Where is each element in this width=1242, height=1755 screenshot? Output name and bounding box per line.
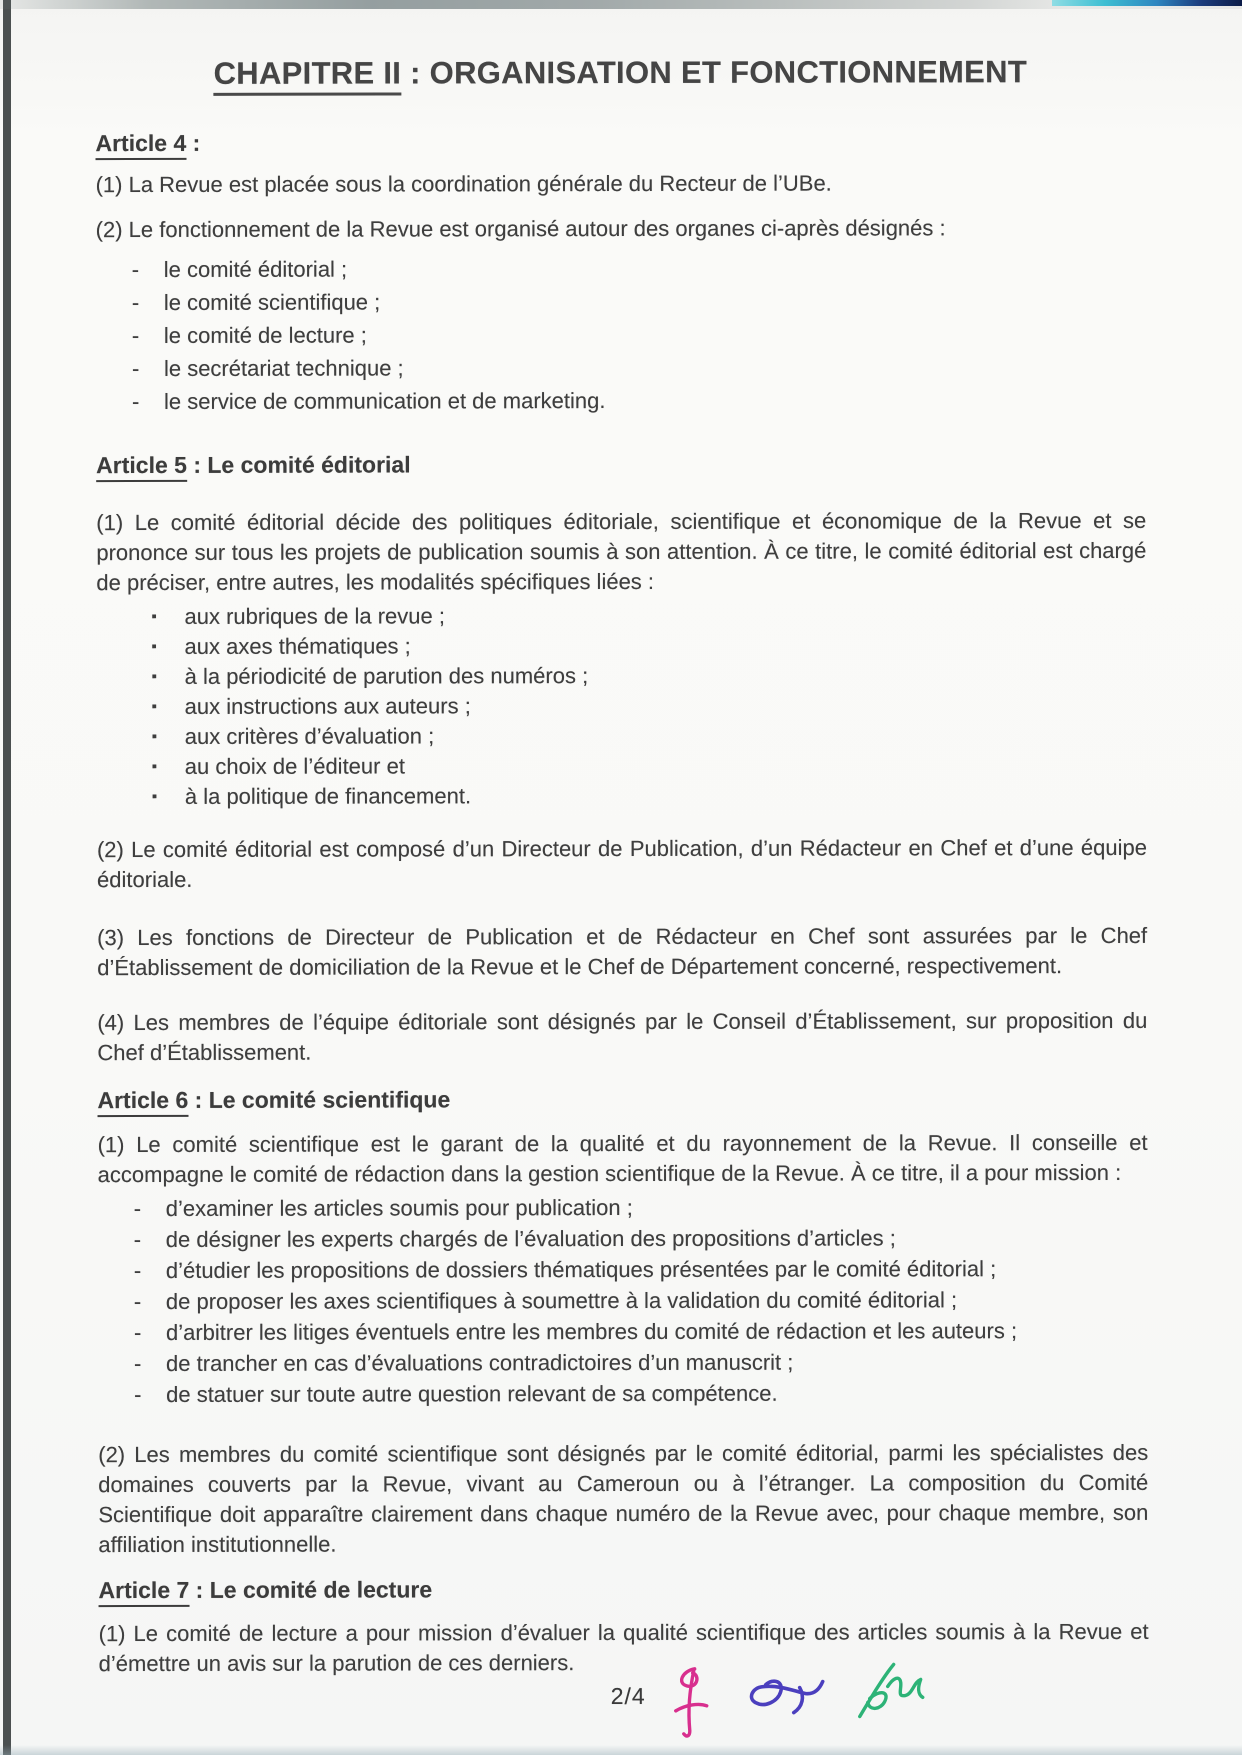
- article-5-heading: [96, 448, 1146, 480]
- scan-edge-bottom: [0, 1745, 1242, 1755]
- square-bullet: ▪: [151, 787, 158, 805]
- article-5-paragraph-3: (3) Les fonctions de Directeur de Publication et de Rédacteur en Chef sont assurées par le Chef d’Établissement de domiciliation de la Revue et le Chef de Département concerné, respectivement.: [97, 922, 1148, 981]
- list-item-text: au choix de l’éditeur et: [184, 753, 405, 779]
- square-bullet: ▪: [151, 607, 157, 625]
- list-item-text: le service de communication et de marketing.: [163, 388, 606, 414]
- list-item: [98, 1191, 1148, 1224]
- page-footer: [99, 1680, 1149, 1742]
- list-item-text: le comité scientifique ;: [163, 289, 381, 315]
- list-item-text: aux axes thématiques ;: [184, 633, 411, 659]
- list-item: [96, 600, 1146, 632]
- article-7-paragraph-1: (1) Le comité de lecture a pour mission d’évaluer la qualité scientifique des articles soumis à la Revue et d’émettre un avis sur la parution de ces derniers.: [98, 1618, 1149, 1677]
- dash-bullet: -: [134, 1351, 142, 1377]
- chapter-title-underlined: CHAPITRE II: [214, 55, 402, 95]
- square-bullet: ▪: [151, 757, 158, 775]
- article-5-heading-suffix: : Le comité éditorial: [186, 451, 411, 478]
- dash-bullet: -: [131, 323, 140, 349]
- list-item: [98, 1284, 1148, 1317]
- dash-bullet: -: [133, 1227, 142, 1253]
- article-4-label: Article 4: [95, 130, 186, 160]
- dash-bullet: -: [133, 1320, 142, 1346]
- article-5-paragraph-4: (4) Les membres de l’équipe éditoriale sont désignés par le Conseil d’Établissement, sur proposition du Chef d’Établissement.: [97, 1007, 1148, 1066]
- list-item: [98, 1346, 1148, 1379]
- scan-edge-left: [3, 0, 11, 1755]
- article-7-label: Article 7: [98, 1577, 189, 1607]
- list-item-text: aux instructions aux auteurs ;: [184, 693, 471, 719]
- signature-blue-icon: [736, 1673, 826, 1725]
- dash-bullet: -: [131, 290, 140, 316]
- chapter-title: [95, 0, 1145, 93]
- list-item-text: de statuer sur toute autre question relevant de sa compétence.: [166, 1380, 778, 1407]
- list-item-text: d’arbitrer les litiges éventuels entre les membres du comité de rédaction et les auteurs ;: [165, 1318, 1018, 1345]
- list-item: [96, 630, 1146, 662]
- dash-bullet: -: [131, 257, 140, 283]
- list-item-text: le comité éditorial ;: [163, 256, 348, 282]
- dash-bullet: -: [133, 1196, 142, 1222]
- list-item: [97, 750, 1147, 782]
- list-item: [98, 1377, 1148, 1410]
- square-bullet: ▪: [151, 727, 158, 745]
- article-5-paragraph-2: (2) Le comité éditorial est composé d’un Directeur de Publication, d’un Rédacteur en Chef et d’une équipe éditoriale.: [96, 834, 1147, 893]
- dash-bullet: -: [131, 356, 140, 382]
- article-5-modalites-list: [96, 600, 1146, 812]
- list-item-text: de trancher en cas d’évaluations contradictoires d’un manuscrit ;: [166, 1349, 794, 1376]
- square-bullet: ▪: [151, 697, 158, 715]
- square-bullet: ▪: [151, 667, 157, 685]
- list-item: [98, 1222, 1148, 1255]
- dash-bullet: -: [131, 389, 140, 415]
- list-item: [97, 720, 1147, 752]
- article-6-paragraph-2: (2) Les membres du comité scientifique sont désignés par le comité éditorial, parmi les spécialistes des domaines couverts par la Revue, vivant au Cameroun ou à l’étranger. La composition du Comité Scientifique doit apparaître clairement dans chaque numéro de la Revue avec, pour chaque membre, son affiliation institutionnelle.: [98, 1439, 1149, 1558]
- article-4-heading-suffix: :: [186, 129, 201, 156]
- article-7-heading-suffix: : Le comité de lecture: [189, 1576, 433, 1603]
- article-5-label: Article 5: [96, 452, 187, 482]
- article-4-heading: [95, 126, 1145, 158]
- article-5-paragraph-1: (1) Le comité éditorial décide des politiques éditoriale, scientifique et économique de la Revue et se prononce sur tous les projets de publication soumis à son attention. À ce titre, le comité éditorial est chargé de préciser, entre autres, les modalités spécifiques liées :: [96, 507, 1147, 596]
- article-4-paragraph-1: (1) La Revue est placée sous la coordination générale du Recteur de l’UBe.: [95, 170, 832, 198]
- list-item: [98, 1315, 1148, 1348]
- dash-bullet: -: [133, 1289, 142, 1315]
- article-6-label: Article 6: [97, 1087, 188, 1117]
- list-item: [96, 383, 1146, 418]
- article-6-paragraph-1: (1) Le comité scientifique est le garant de la qualité et du rayonnement de la Revue. Il conseille et accompagne le comité de rédaction dans la gestion scientifique de la Revue. À ce titre, il a pour mission :: [97, 1129, 1148, 1188]
- article-4-paragraph-2: (2) Le fonctionnement de la Revue est organisé autour des organes ci-après désignés :: [95, 215, 946, 243]
- page-number: 2/4: [610, 1682, 646, 1710]
- page-content: [95, 0, 1149, 1742]
- chapter-title-suffix: : ORGANISATION ET FONCTIONNEMENT: [401, 54, 1028, 91]
- list-item: [96, 251, 1146, 286]
- list-item: [96, 284, 1146, 319]
- article-6-heading-suffix: : Le comité scientifique: [188, 1086, 451, 1113]
- signature-green-icon: [852, 1656, 928, 1726]
- list-item: [96, 350, 1146, 385]
- list-item-text: à la périodicité de parution des numéros ;: [184, 663, 589, 689]
- article-7-heading: [98, 1573, 1148, 1605]
- list-item-text: de désigner les experts chargés de l’évaluation des propositions d’articles ;: [165, 1225, 896, 1252]
- list-item: [96, 317, 1146, 352]
- dash-bullet: -: [134, 1382, 142, 1408]
- list-item: [97, 780, 1147, 812]
- list-item-text: d’étudier les propositions de dossiers thématiques présentées par le comité éditorial ;: [165, 1256, 997, 1283]
- dash-bullet: -: [133, 1258, 142, 1284]
- list-item-text: de proposer les axes scientifiques à soumettre à la validation du comité éditorial ;: [165, 1287, 958, 1314]
- list-item: [98, 1253, 1148, 1286]
- list-item-text: aux rubriques de la revue ;: [184, 603, 445, 629]
- square-bullet: ▪: [151, 637, 157, 655]
- list-item-text: aux critères d’évaluation ;: [184, 723, 435, 749]
- list-item-text: le secrétariat technique ;: [163, 355, 404, 381]
- article-6-missions-list: [98, 1191, 1148, 1410]
- list-item: [97, 690, 1147, 722]
- article-4-organs-list: [96, 251, 1146, 418]
- list-item-text: d’examiner les articles soumis pour publication ;: [165, 1194, 633, 1221]
- signature-pink-icon: [666, 1661, 714, 1741]
- list-item-text: le comité de lecture ;: [163, 322, 367, 348]
- list-item-text: à la politique de financement.: [184, 783, 472, 809]
- list-item: [97, 660, 1147, 692]
- article-6-heading: [97, 1083, 1147, 1115]
